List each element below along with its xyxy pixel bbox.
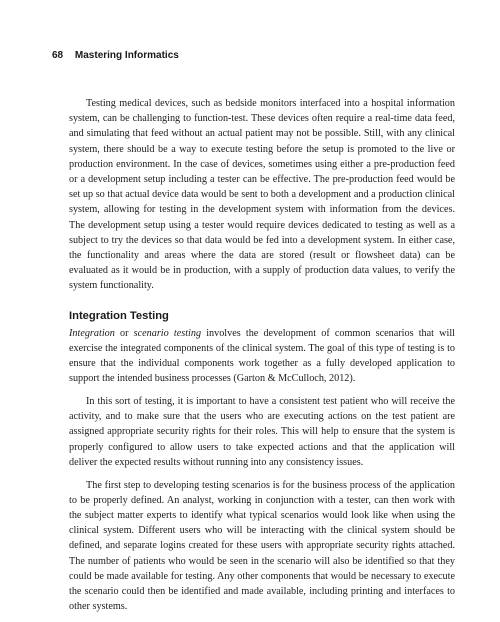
paragraph-first-step: The first step to developing testing scenarios is for the business process of the application to be properly defined. An analyst, working in conjunction with a tester, can then work with the subject matter experts to identify what typical scenarios would look like when using the clinical system. Different users who will be interacting with the clinical system should be defined, and separate logins created for these users with appropriate security rights attached. The number of patients who would be seen in the scenario will also be identified so that they could be made available for testing. Any other components that would be necessary to execute the scenario could then be identified and made available, including printing and interfaces to other systems. [69,479,455,613]
connector-or: or [114,327,134,339]
term-integration: Integration [69,327,115,339]
paragraph-device-testing: Testing medical devices, such as bedside monitors interfaced into a hospital information system, can be challenging to function-test. These devices often require a real-time data feed, and simulating that feed without an actual patient may not be possible. Still, with any clinical system, there should be a way to execute testing before the setup is promoted to the live or production environment. In the case of devices, sometimes using either a pre-production feed or a development setup including a tester can be effective. The pre-production feed would be set up so that actual device data would be sent to both a development and a production clinical system, allowing for testing in the development system with information from the devices. The development setup using a tester would require devices dedicated to testing as well as a subject to try the devices so that data would be fed into a development system. In either case, the functionality and areas where the data are stored (result or flowsheet data) can be evaluated as it would be in production, with a supply of production data values, to verify the system functionality. [69,98,455,292]
term-scenario-testing: scenario testing [133,327,202,339]
paragraph-integration-definition [69,326,455,387]
book-title: Mastering Informatics [74,50,179,61]
integration-definition-text: involves the development of common scenarios that will exercise the integrated components of the clinical system. The goal of this type of testing is to ensure that the individual components work together as a fully developed application to support the intended business processes (Garton & McCulloch, 2012). [69,327,455,385]
page-number: 68 [52,50,64,61]
section-heading-integration-testing: Integration Testing [69,309,169,322]
paragraph-test-patient: In this sort of testing, it is important to have a consistent test patient who will receive the activity, and to make sure that the users who are executing actions on the test patient are assigned appropriate security rights for their roles. This will help to ensure that the system is properly configured to allow users to take expected actions and that the application will deliver the expected results without running into any consistency issues. [69,396,455,468]
running-head [52,50,179,61]
body-text [69,96,455,622]
